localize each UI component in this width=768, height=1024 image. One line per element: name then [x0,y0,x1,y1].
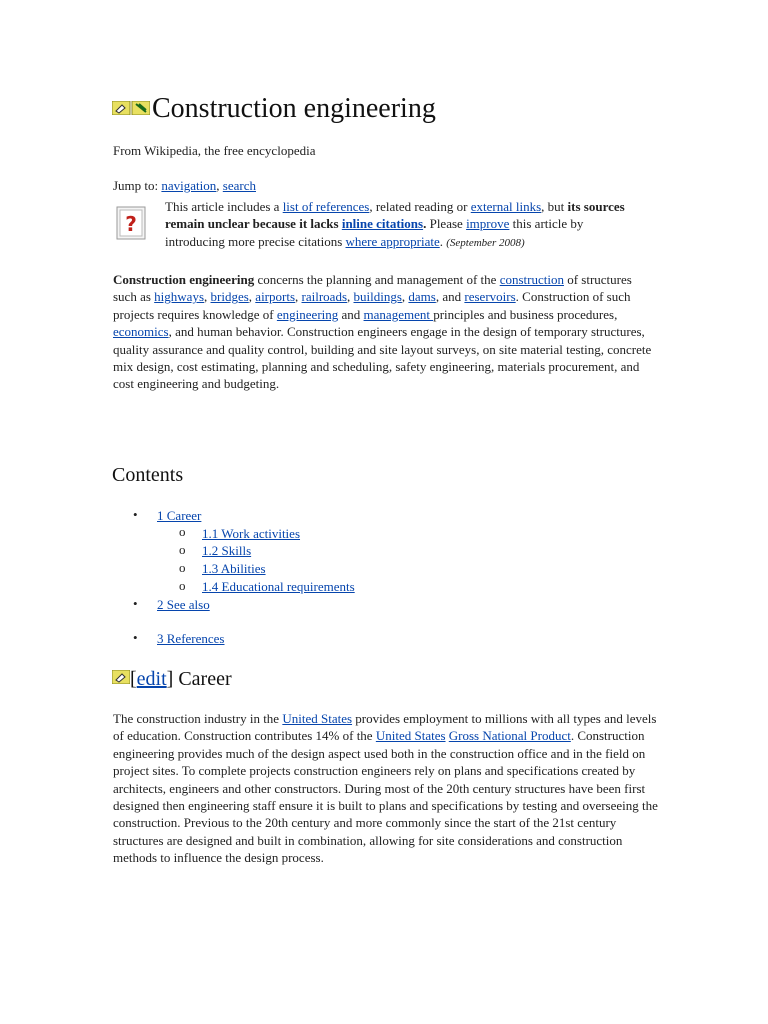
gross-national-product-link[interactable]: Gross National Product [448,728,571,744]
svg-text:?: ? [125,212,137,236]
toc-sub-bullet: o [179,560,186,575]
construction-link[interactable]: construction [499,272,564,287]
list-of-references-link[interactable]: list of references [282,199,370,214]
dams-link[interactable]: dams [408,289,436,305]
economics-link[interactable]: economics [113,324,169,340]
page-title-text: Construction engineering [152,93,436,124]
jump-to: Jump to: navigation, search [113,178,256,193]
inline-citations-link[interactable]: inline citations [341,216,424,232]
edit-link[interactable]: edit [136,668,167,690]
toc-sub-bullet: o [179,542,186,557]
railroads-link[interactable]: railroads [301,289,347,305]
toc-item-see-also[interactable]: 2 See also [157,597,210,612]
toc-bullet: • [133,507,138,522]
search-link[interactable]: search [222,178,256,193]
where-appropriate-link[interactable]: where appropriate [345,233,440,249]
toc-item-abilities[interactable]: 1.3 Abilities [202,561,266,576]
toc-sub-bullet: o [179,524,186,539]
united-states-link[interactable]: United States [375,728,446,744]
section-icon [112,665,130,679]
united-states-link[interactable]: United States [282,711,353,726]
engineering-link[interactable]: engineering [276,306,339,322]
page-title [112,92,436,126]
airports-link[interactable]: airports [255,289,296,305]
toc-sub-bullet: o [179,578,186,593]
improve-link[interactable]: improve [466,216,510,232]
page-icons [112,101,150,115]
external-links-link[interactable]: external links [470,199,542,214]
citation-notice: This article includes a list of references, related reading or external links, but its sources remain unclear because it lacks inline citations. Please improve this article by introducing more precise citations where appropriate. (September 2008) [165,199,625,249]
site-subtitle: From Wikipedia, the free encyclopedia [113,143,316,158]
career-heading-text: Career [173,668,232,690]
bridges-link[interactable]: bridges [210,289,249,305]
toc-item-skills[interactable]: 1.2 Skills [202,543,252,558]
toc-bullet: • [133,630,138,645]
management-link[interactable]: management [363,306,434,322]
toc-item-career[interactable]: 1 Career [157,508,202,523]
reservoirs-link[interactable]: reservoirs [464,289,516,305]
contents-heading: Contents [112,464,184,486]
toc-bullet: • [133,596,138,611]
buildings-link[interactable]: buildings [353,289,402,305]
toc-item-work-activities[interactable]: 1.1 Work activities [202,526,301,541]
notice-date: (September 2008) [446,236,525,249]
highways-link[interactable]: highways [154,289,205,305]
career-heading: [edit] Career [112,665,232,692]
toc-item-educational-requirements[interactable]: 1.4 Educational requirements [202,579,355,594]
question-mark-icon [116,206,146,240]
career-paragraph: The construction industry in the United States provides employment to millions with all types and levels of education. Construction contributes 14% of the United States Gross National Product. Construction engineering provides much of the design aspect used both in the construction office and in the field on project sites. To complete projects construction engineers rely on plans and specifications created by architects, engineers and other constructors. During most of the 20th century structures have been first designed then engineering staff ensure it is built to plans and specifications by testing and overseeing the construction. Previous to the 20th century and more commonly since the start of the 21st century structures are designed and built in combination, allowing for site considerations and construction methods to influence the design process. [113,711,658,866]
intro-paragraph: Construction engineering concerns the planning and management of the construction of structures such as highways, bridges, airports, railroads, buildings, dams, and reservoirs. Construction of such projects requires knowledge of engineering and management principles and business procedures, economics, and human behavior. Construction engineers engage in the design of temporary structures, quality assurance and quality control, building and site layout surveys, on site material testing, concrete mix design, cost estimating, planning and scheduling, safety engineering, materials procurement, and cost engineering and budgeting. [113,272,652,392]
toc-item-references[interactable]: 3 References [157,631,225,646]
navigation-link[interactable]: navigation [161,178,217,193]
